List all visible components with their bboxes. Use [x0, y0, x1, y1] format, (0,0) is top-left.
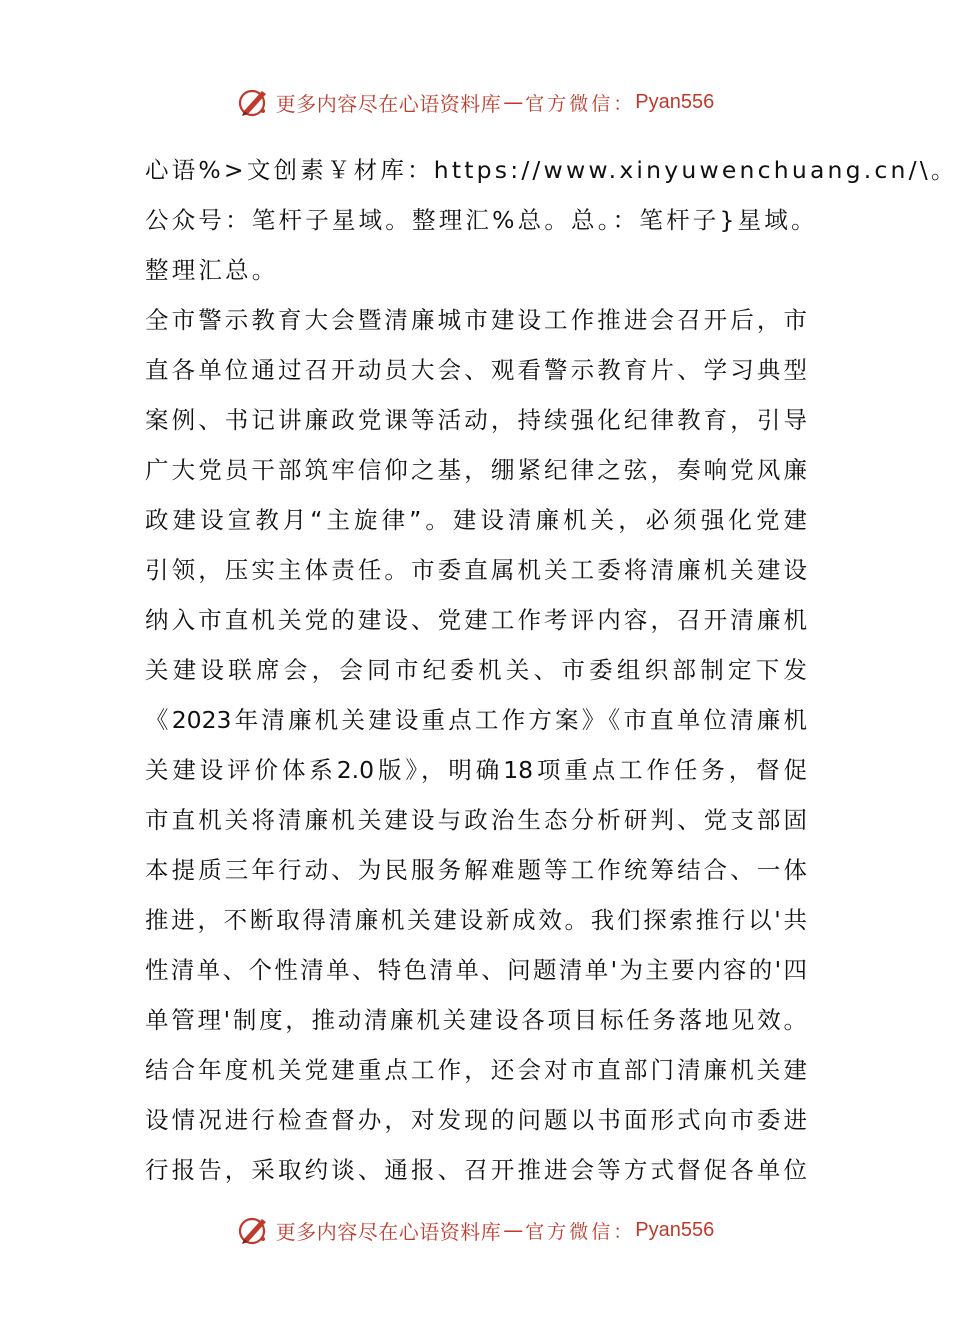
text-line: 性清单、个性清单、特色清单、问题清单'为主要内容的'四: [145, 956, 807, 984]
text-line: 推进，不断取得清廉机关建设新成效。我们探索推行以'共: [145, 906, 807, 934]
banner-wechat-id: Pyan556: [635, 1218, 715, 1241]
banner-title: 更多内容尽在心语资料库: [275, 1219, 502, 1244]
text-line: 行报告，采取约谈、通报、召开推进会等方式督促各单位: [145, 1156, 807, 1184]
pen-logo-icon: [236, 1212, 272, 1248]
banner-wechat-label: 官方微信：: [525, 1220, 636, 1243]
text-line: 《2023年清廉机关建设重点工作方案》《市直单位清廉机: [145, 706, 807, 734]
pen-logo-icon: [236, 84, 272, 120]
text-line: 公众号：笔杆子星域。整理汇%总。总。：笔杆子}星域。: [145, 206, 818, 234]
banner-dash: —: [503, 90, 524, 114]
banner-dash: —: [503, 1218, 524, 1242]
text-line: 整理汇总。: [145, 256, 279, 284]
text-line: 市直机关将清廉机关建设与政治生态分析研判、党支部固: [145, 806, 807, 834]
text-line: 本提质三年行动、为民服务解难题等工作统筹结合、一体: [145, 856, 807, 884]
text-line: 关建设联席会，会同市纪委机关、市委组织部制定下发: [145, 656, 807, 684]
header-banner: [0, 82, 950, 122]
banner-wechat-label: 官方微信：: [525, 92, 636, 115]
banner-title: 更多内容尽在心语资料库: [275, 91, 502, 116]
text-line: 案例、书记讲廉政党课等活动，持续强化纪律教育，引导: [145, 406, 807, 434]
text-line: 单管理'制度，推动清廉机关建设各项目标任务落地见效。: [145, 1006, 807, 1034]
text-line: 引领，压实主体责任。市委直属机关工委将清廉机关建设: [145, 556, 807, 584]
text-line: 广大党员干部筑牢信仰之基，绷紧纪律之弦，奏响党风廉: [145, 456, 807, 484]
text-line: 全市警示教育大会暨清廉城市建设工作推进会召开后，市: [145, 306, 807, 334]
footer-banner: [0, 1210, 950, 1250]
text-line: 设情况进行检查督办，对发现的问题以书面形式向市委进: [145, 1106, 807, 1134]
text-line: 直各单位通过召开动员大会、观看警示教育片、学习典型: [145, 356, 807, 384]
text-line: 政建设宣教月“主旋律”。建设清廉机关，必须强化党建: [145, 506, 807, 534]
text-line: 纳入市直机关党的建设、党建工作考评内容，召开清廉机: [145, 606, 807, 634]
banner-wechat-id: Pyan556: [635, 90, 715, 113]
document-body: [145, 145, 958, 1195]
text-line: 结合年度机关党建重点工作，还会对市直部门清廉机关建: [145, 1056, 807, 1084]
text-line: 关建设评价体系2.0版》，明确18项重点工作任务，督促: [145, 756, 807, 784]
text-line: 心语%>文创素￥材库：https://www.xinyuwenchuang.cn/\。: [145, 156, 958, 184]
